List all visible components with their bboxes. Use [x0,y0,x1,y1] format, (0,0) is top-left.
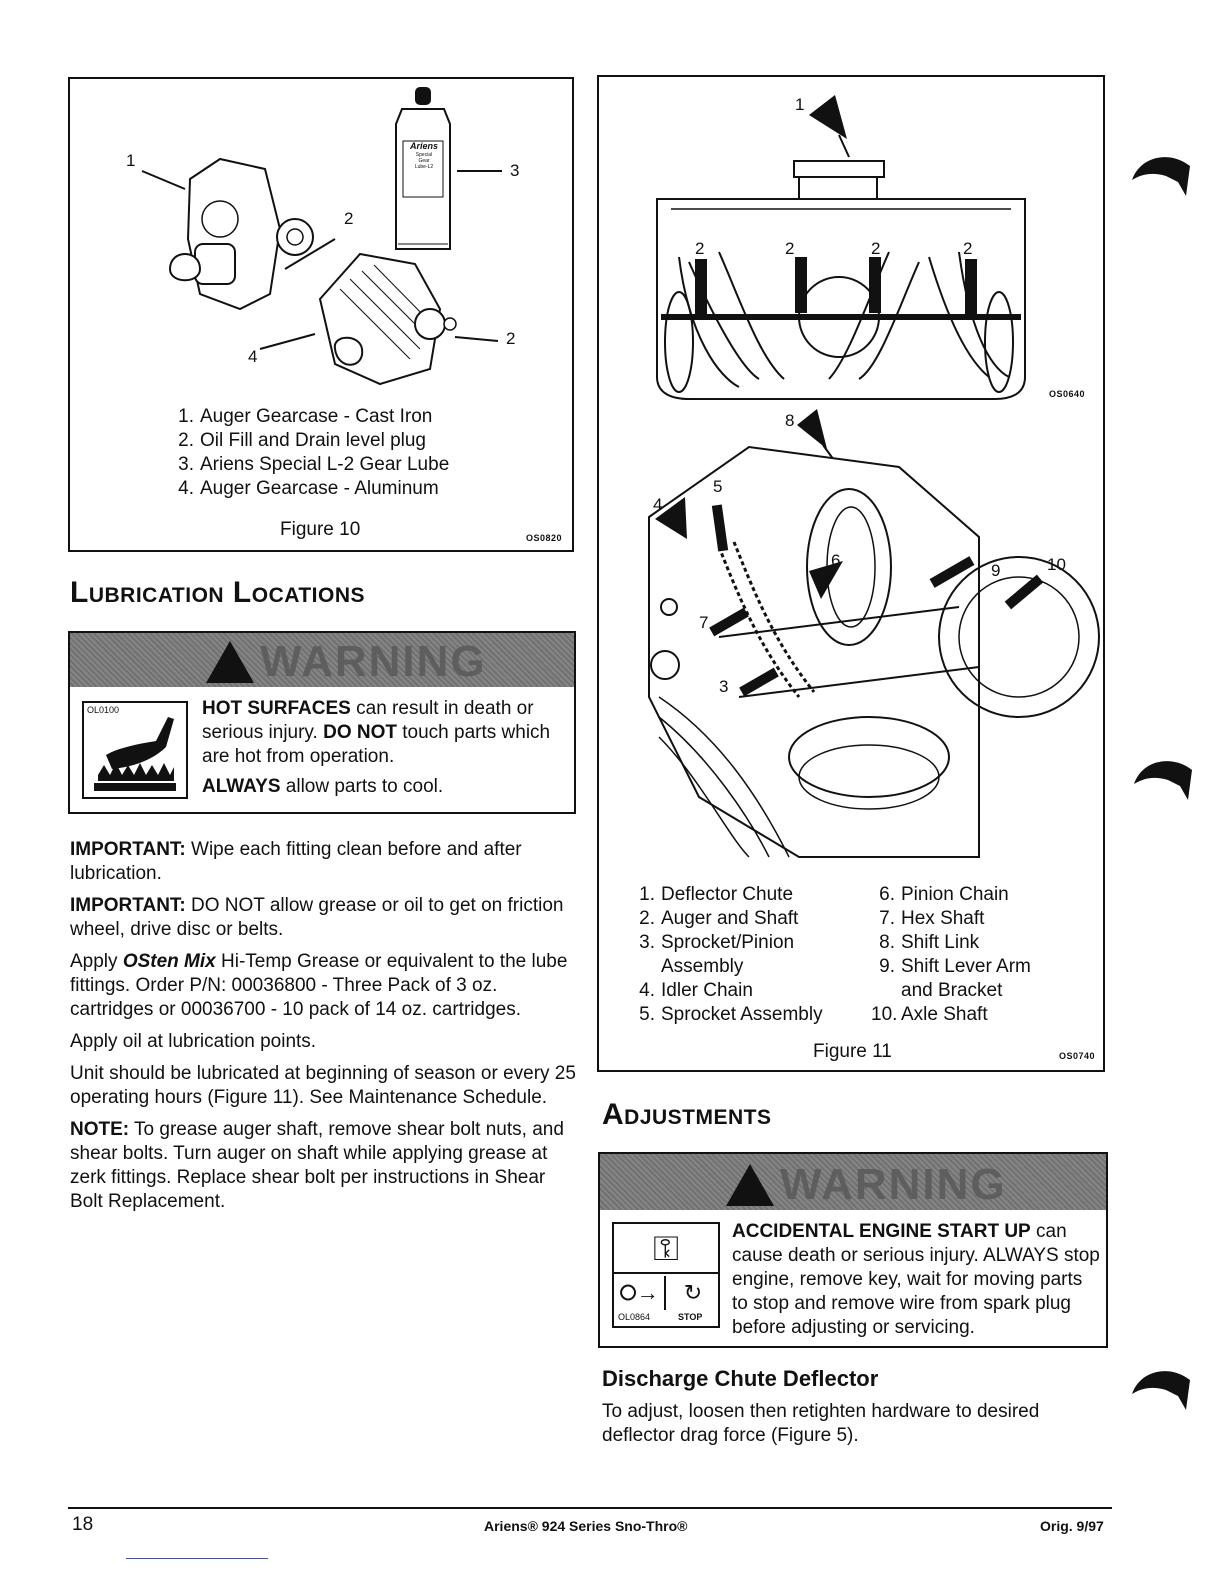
bird-icon [1132,750,1196,806]
legend-item: 6. Pinion Chain [879,884,1009,905]
callout-3: 3 [510,161,520,180]
bottle-label [404,141,444,170]
warning-banner [70,633,574,687]
legend-item: 4. Auger Gearcase - Aluminum [178,478,439,499]
callout-10: 10 [1047,555,1066,574]
paragraph: To adjust, loosen then retighten hardware to desired deflector drag force (Figure 5). [602,1401,1040,1446]
warning-paragraph: ALWAYS allow parts to cool. [202,776,444,797]
icon-code: OL0100 [87,705,120,715]
callout-6: 6 [831,551,841,570]
legend-item: 5. Sprocket Assembly [639,1004,823,1025]
callout-7: 7 [699,613,709,632]
key-icon: ⚿ [614,1224,718,1274]
warning-text [202,697,562,805]
callout-1: 1 [126,151,136,170]
warning-engine-start [598,1152,1108,1348]
link-underline [126,1558,268,1559]
callout-2: 2 [344,209,354,228]
callout-3: 3 [719,677,729,696]
legend-item: 10. Axle Shaft [871,1004,988,1025]
callout-2: 2 [695,239,705,258]
warning-text [732,1220,1100,1346]
bottle-line: Special [415,152,433,158]
brand-name: OSten Mix [122,951,216,972]
figure-10-legend [170,405,449,501]
legend-item: 1. Auger Gearcase - Cast Iron [178,406,433,427]
callout-9: 9 [991,561,1001,580]
callout-8: 8 [785,411,795,430]
subheading-discharge-chute: Discharge Chute Deflector [602,1366,879,1391]
callout-2: 2 [871,239,881,258]
legend-item: 3. Ariens Special L-2 Gear Lube [178,454,450,475]
gearcase-illustration [70,79,572,399]
warning-banner-text: WARNING [780,1160,1007,1209]
figure-11-caption: Figure 11 [813,1041,892,1062]
paragraph: Apply oil at lubrication points. [70,1031,317,1052]
footer-title: Ariens® 924 Series Sno-Thro® [484,1518,688,1534]
paragraph: Apply OSten Mix Hi-Temp Grease or equivalent to the lube fittings. Order P/N: 00036800 - Three Pack of 3 oz. cartridges or 00036700 - 10 pack of 14 oz. cartridges. [70,951,568,1020]
paragraph: NOTE: To grease auger shaft, remove shear bolt nuts, and shear bolts. Turn auger on shaft while applying grease at zerk fittings. Replace shear bolt per instructions in Shear Bolt Replacement. [70,1119,564,1212]
warning-paragraph: ACCIDENTAL ENGINE START UP can cause death or serious injury. ALWAYS stop engine, remove key, wait for moving parts to stop and remove wire from spark plug before adjusting or servicing. [732,1221,1100,1338]
stop-label: STOP [678,1312,703,1322]
lubrication-body [70,838,580,1222]
figure-10-code: OS0820 [526,533,563,543]
callout-4: 4 [248,347,258,366]
icon-code: OL0864 [618,1312,651,1322]
paragraph: Unit should be lubricated at beginning of season or every 25 operating hours (Figure 11). See Maintenance Schedule. [70,1063,576,1108]
legend-item: 3. Sprocket/Pinion [639,932,795,953]
section-heading-lubrication: Lubrication Locations [70,576,366,609]
bottle-brand: Ariens [409,141,438,151]
callout-2: 2 [785,239,795,258]
callout-2: 2 [963,239,973,258]
figure-11-code: OS0740 [1059,1051,1096,1061]
legend-item: 8. Shift Link [879,932,980,953]
figure-10 [68,77,574,552]
spark-plug-icon: ⭘→ [614,1276,666,1310]
legend-item: 1. Deflector Chute [639,884,794,905]
warning-triangle-icon [726,1164,774,1206]
callout-4: 4 [653,495,663,514]
figure-11-legend-right [871,883,1031,1027]
paragraph: IMPORTANT: DO NOT allow grease or oil to get on friction wheel, drive disc or belts. [70,895,564,940]
bird-icon [1130,146,1194,202]
callout-1: 1 [795,95,805,114]
callout-2: 2 [506,329,516,348]
paragraph: IMPORTANT: Wipe each fitting clean before and after lubrication. [70,839,522,884]
callout-5: 5 [713,477,723,496]
warning-triangle-icon [206,641,254,683]
warning-hot-surfaces [68,631,576,814]
adjustment-body [602,1400,1092,1456]
page-number: 18 [72,1514,94,1535]
bird-icon [1130,1360,1194,1416]
legend-item: 4. Idler Chain [639,980,753,1001]
legend-item: Assembly [661,956,744,977]
hot-surface-icon [82,701,188,799]
section-heading-adjustments: Adjustments [602,1098,772,1131]
legend-item: and Bracket [901,980,1003,1001]
legend-item: 7. Hex Shaft [879,908,985,929]
bottle-line: Lube-L2 [414,164,434,170]
figure-11 [597,75,1105,1072]
footer-rule [68,1507,1112,1509]
figure-11-legend-left [631,883,823,1027]
footer-date: Orig. 9/97 [1040,1518,1104,1534]
snowthrower-illustration [599,77,1103,877]
figure-11-top-code: OS0640 [1049,389,1086,399]
legend-item: 2. Auger and Shaft [639,908,799,929]
figure-10-caption: Figure 10 [280,519,361,540]
bottle-line: Gear [418,158,430,164]
warning-paragraph: HOT SURFACES can result in death or serious injury. DO NOT touch parts which are hot from operation. [202,698,551,767]
stop-rotation-icon: ↻ [683,1280,703,1305]
warning-banner [600,1154,1106,1210]
warning-banner-text: WARNING [260,637,487,686]
engine-stop-icon [612,1222,720,1328]
legend-item: 9. Shift Lever Arm [879,956,1031,977]
legend-item: 2. Oil Fill and Drain level plug [178,430,426,451]
